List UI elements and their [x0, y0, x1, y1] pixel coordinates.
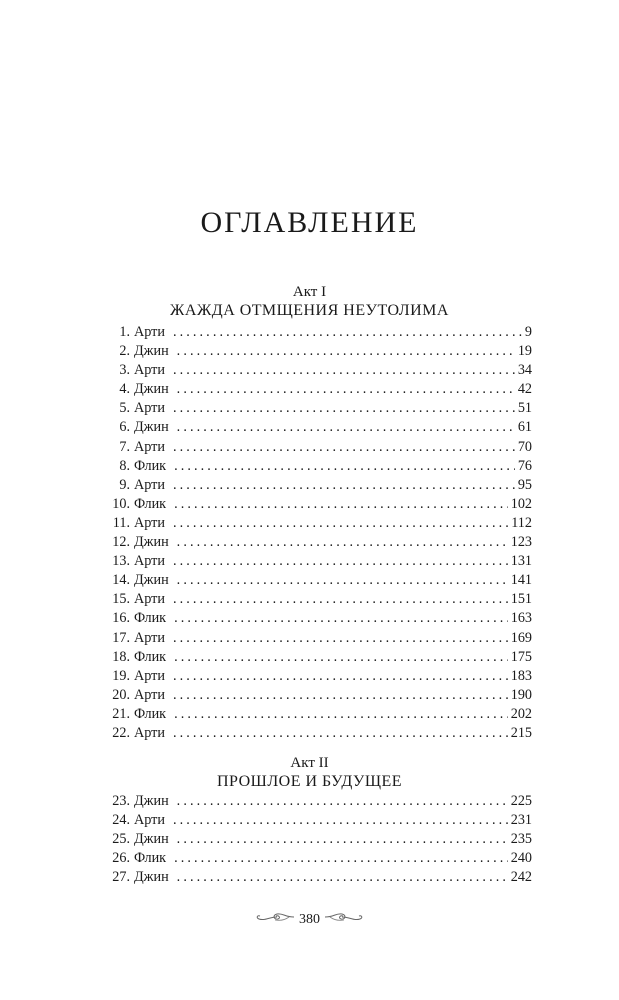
chapter-number: 9. [119, 476, 130, 493]
chapter-number: 26. [112, 850, 130, 867]
chapter-narrator: Джин [134, 831, 169, 848]
act-2-chapter-list [90, 792, 532, 887]
chapter-page: 190 [510, 686, 532, 703]
chapter-narrator: Арти [134, 724, 165, 741]
chapter-page: 175 [510, 648, 532, 665]
chapter-number: 3. [119, 362, 130, 379]
chapter-narrator: Арти [134, 514, 165, 531]
chapter-page: 141 [510, 572, 532, 589]
dot-leader [173, 724, 508, 743]
chapter-number: 24. [112, 812, 130, 829]
chapter-page: 123 [510, 534, 532, 551]
chapter-number: 8. [119, 457, 130, 474]
chapter-page: 231 [510, 812, 532, 829]
page-number: 380 [299, 911, 320, 927]
chapter-number: 1. [119, 324, 130, 340]
chapter-narrator: Арти [134, 686, 165, 703]
chapter-page: 70 [517, 438, 532, 455]
chapter-page: 42 [517, 381, 532, 398]
chapter-page: 242 [510, 869, 532, 886]
chapter-narrator: Арти [134, 812, 165, 829]
chapter-page: 163 [510, 610, 532, 627]
toc-entry [90, 792, 532, 811]
dot-leader [173, 476, 515, 495]
chapter-narrator: Джин [134, 534, 169, 551]
chapter-narrator: Джин [134, 343, 169, 360]
chapter-narrator: Джин [134, 572, 169, 589]
toc-entry [90, 571, 532, 590]
toc-entry [90, 514, 532, 533]
dot-leader [173, 323, 522, 342]
chapter-narrator: Флик [134, 648, 167, 665]
chapter-narrator: Арти [134, 438, 165, 455]
dot-leader [177, 418, 515, 437]
chapter-number: 6. [119, 419, 130, 436]
chapter-page: 19 [517, 343, 532, 360]
chapter-page: 34 [517, 362, 532, 379]
chapter-narrator: Флик [134, 610, 167, 627]
act-2-header [0, 754, 619, 792]
dot-leader [173, 361, 515, 380]
chapter-page: 183 [510, 667, 532, 684]
toc-entry [90, 361, 532, 380]
toc-entry [90, 609, 532, 628]
toc-entry [90, 811, 532, 830]
toc-entry [90, 667, 532, 686]
dot-leader [174, 648, 508, 667]
dot-leader [173, 667, 508, 686]
toc-entry [90, 590, 532, 609]
chapter-narrator: Арти [134, 553, 165, 570]
dot-leader [173, 686, 508, 705]
chapter-page: 95 [517, 476, 532, 493]
toc-entry [90, 457, 532, 476]
chapter-number: 25. [112, 831, 130, 848]
dot-leader [173, 811, 508, 830]
dot-leader [174, 609, 508, 628]
toc-entry [90, 686, 532, 705]
toc-entry [90, 629, 532, 648]
chapter-page: 131 [510, 553, 532, 570]
chapter-number: 17. [112, 629, 130, 646]
act-2-title: ПРОШЛОЕ И БУДУЩЕЕ [216, 773, 403, 790]
chapter-number: 7. [119, 438, 130, 455]
chapter-number: 5. [119, 400, 130, 417]
chapter-narrator: Арти [134, 591, 165, 608]
chapter-narrator: Арти [134, 400, 165, 417]
toc-entry [90, 380, 532, 399]
toc-entry [90, 323, 532, 342]
chapter-page: 240 [510, 850, 532, 867]
dot-leader [174, 705, 508, 724]
chapter-number: 27. [112, 869, 130, 886]
dot-leader [174, 849, 508, 868]
act-2-label: Акт II [290, 755, 329, 771]
toc-entry [90, 399, 532, 418]
chapter-page: 169 [510, 629, 532, 646]
chapter-number: 11. [112, 514, 130, 531]
dot-leader [173, 399, 515, 418]
chapter-number: 15. [112, 591, 130, 608]
dot-leader [173, 629, 508, 648]
chapter-narrator: Арти [134, 667, 165, 684]
chapter-narrator: Арти [134, 476, 165, 493]
chapter-page: 151 [510, 591, 532, 608]
dot-leader [174, 495, 508, 514]
dot-leader [177, 380, 515, 399]
chapter-narrator: Арти [134, 362, 165, 379]
chapter-number: 16. [112, 610, 130, 627]
chapter-narrator: Джин [134, 381, 169, 398]
act-1-chapter-list [90, 323, 532, 743]
chapter-page: 61 [517, 419, 532, 436]
chapter-number: 13. [112, 553, 130, 570]
dot-leader [177, 792, 508, 811]
chapter-number: 10. [112, 495, 130, 512]
toc-entry [90, 830, 532, 849]
toc-entry [90, 724, 532, 743]
toc-entry [90, 849, 532, 868]
dot-leader [177, 533, 508, 552]
dot-leader [177, 830, 508, 849]
chapter-number: 22. [112, 724, 130, 741]
dot-leader [173, 514, 508, 533]
dot-leader [177, 342, 515, 361]
dot-leader [177, 868, 508, 887]
toc-entry [90, 705, 532, 724]
chapter-page: 215 [510, 724, 532, 741]
dot-leader [173, 590, 508, 609]
chapter-narrator: Джин [134, 869, 169, 886]
page-title: ОГЛАВЛЕНИЕ [200, 206, 419, 240]
dot-leader [173, 438, 515, 457]
toc-entry [90, 868, 532, 887]
act-1-header [0, 283, 619, 321]
act-1-title: ЖАЖДА ОТМЩЕНИЯ НЕУТОЛИМА [170, 302, 449, 319]
flourish-right-icon [324, 911, 364, 928]
chapter-number: 2. [119, 343, 130, 360]
chapter-narrator: Флик [134, 705, 167, 722]
dot-leader [174, 457, 515, 476]
toc-entry [90, 342, 532, 361]
toc-entry [90, 476, 532, 495]
chapter-number: 20. [112, 686, 130, 703]
flourish-left-icon [255, 911, 295, 928]
chapter-number: 21. [112, 705, 130, 722]
chapter-number: 12. [112, 534, 130, 551]
chapter-page: 202 [510, 705, 532, 722]
chapter-page: 9 [524, 324, 532, 340]
chapter-narrator: Флик [134, 850, 167, 867]
chapter-narrator: Флик [134, 495, 167, 512]
toc-entry [90, 438, 532, 457]
chapter-page: 102 [510, 495, 532, 512]
chapter-narrator: Флик [134, 457, 167, 474]
toc-entry [90, 418, 532, 437]
chapter-page: 225 [510, 793, 532, 809]
chapter-number: 19. [112, 667, 130, 684]
toc-entry [90, 495, 532, 514]
chapter-page: 112 [511, 514, 532, 531]
dot-leader [177, 571, 508, 590]
dot-leader [173, 552, 508, 571]
toc-entry [90, 648, 532, 667]
chapter-page: 76 [517, 457, 532, 474]
toc-entry [90, 552, 532, 571]
chapter-narrator: Джин [134, 419, 169, 436]
chapter-narrator: Джин [134, 793, 169, 809]
chapter-number: 18. [112, 648, 130, 665]
chapter-number: 14. [112, 572, 130, 589]
chapter-number: 4. [119, 381, 130, 398]
chapter-page: 235 [510, 831, 532, 848]
toc-entry [90, 533, 532, 552]
page-footer [0, 911, 619, 928]
chapter-narrator: Арти [134, 629, 165, 646]
chapter-number: 23. [112, 793, 130, 809]
chapter-page: 51 [517, 400, 532, 417]
chapter-narrator: Арти [134, 324, 165, 340]
act-1-label: Акт I [292, 284, 327, 300]
